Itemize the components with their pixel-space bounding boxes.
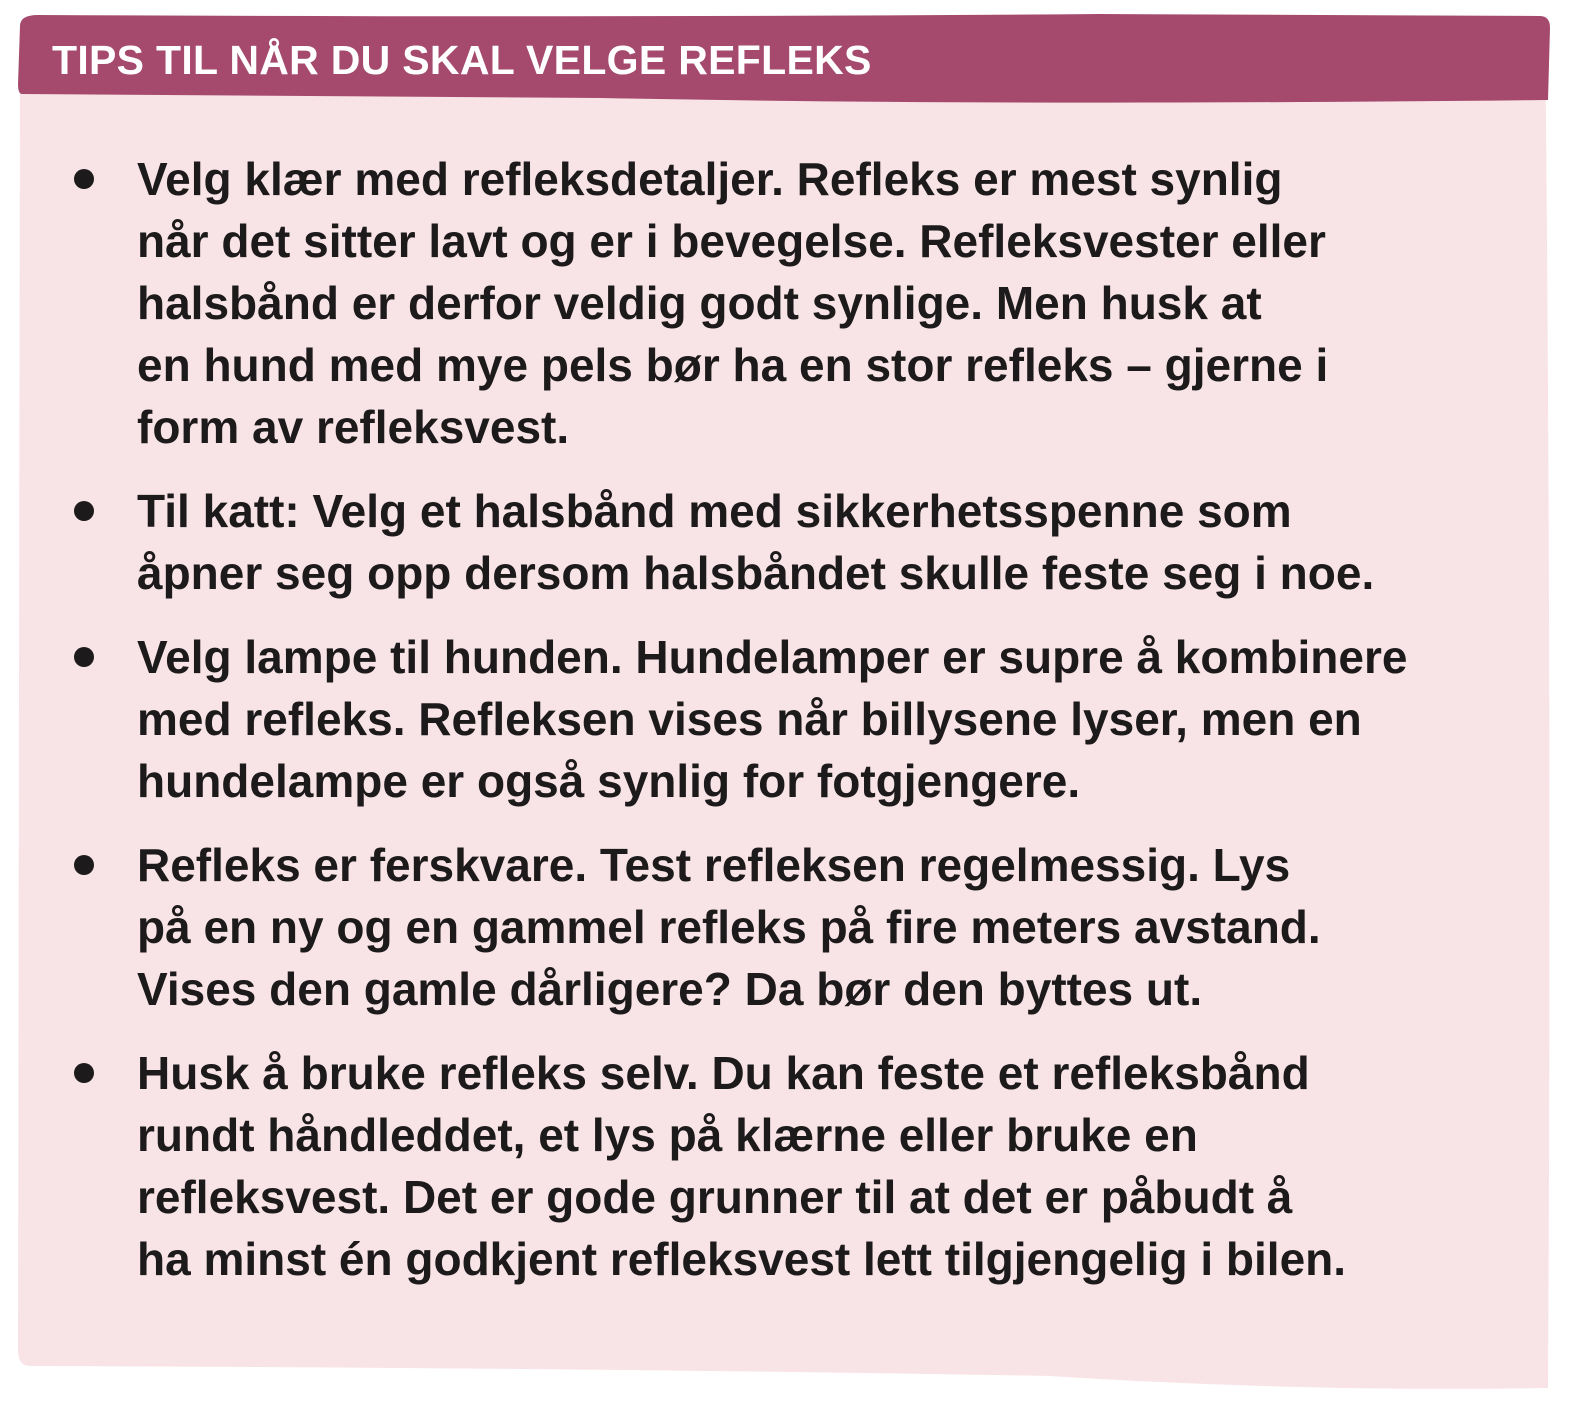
tip-text-line: Velg lampe til hunden. Hundelamper er supre å kombinere [137, 631, 1408, 683]
tip-text-line: rundt håndleddet, et lys på klærne eller bruke en [137, 1109, 1198, 1161]
tip-text-line: en hund med mye pels bør ha en stor refleks – gjerne i [137, 339, 1329, 391]
bullet-icon [74, 855, 94, 875]
tip-text-line: ha minst én godkjent refleksvest lett tilgjengelig i bilen. [137, 1233, 1347, 1285]
list-item [0, 480, 1500, 604]
tip-text-line: refleksvest. Det er gode grunner til at det er påbudt å [137, 1171, 1293, 1223]
list-item [0, 148, 1500, 458]
bullet-icon [74, 647, 94, 667]
tip-text-line: halsbånd er derfor veldig godt synlige. Men husk at [137, 277, 1262, 329]
tip-text-line: Velg klær med refleksdetaljer. Refleks er mest synlig [137, 153, 1283, 205]
bullet-icon [74, 501, 94, 521]
tips-list [0, 148, 1500, 1312]
list-item [0, 834, 1500, 1020]
tip-text-line: Vises den gamle dårligere? Da bør den byttes ut. [137, 963, 1203, 1015]
tip-text-line: åpner seg opp dersom halsbåndet skulle feste seg i noe. [137, 547, 1375, 599]
tip-text-line: form av refleksvest. [137, 401, 570, 453]
tip-text-line: når det sitter lavt og er i bevegelse. Refleksvester eller [137, 215, 1326, 267]
tip-text-line: Husk å bruke refleks selv. Du kan feste et refleksbånd [137, 1047, 1310, 1099]
tip-text-line: Refleks er ferskvare. Test refleksen regelmessig. Lys [137, 839, 1291, 891]
bullet-icon [74, 1063, 94, 1083]
tip-text-line: med refleks. Refleksen vises når billysene lyser, men en [137, 693, 1362, 745]
tip-text-line: hundelampe er også synlig for fotgjengere. [137, 755, 1081, 807]
tip-text-line: Til katt: Velg et halsbånd med sikkerhetsspenne som [137, 485, 1292, 537]
list-item [0, 1042, 1500, 1290]
bullet-icon [74, 169, 94, 189]
tip-text-line: på en ny og en gammel refleks på fire meters avstand. [137, 901, 1321, 953]
box-title: TIPS TIL NÅR DU SKAL VELGE REFLEKS [52, 37, 872, 83]
list-item [0, 626, 1500, 812]
